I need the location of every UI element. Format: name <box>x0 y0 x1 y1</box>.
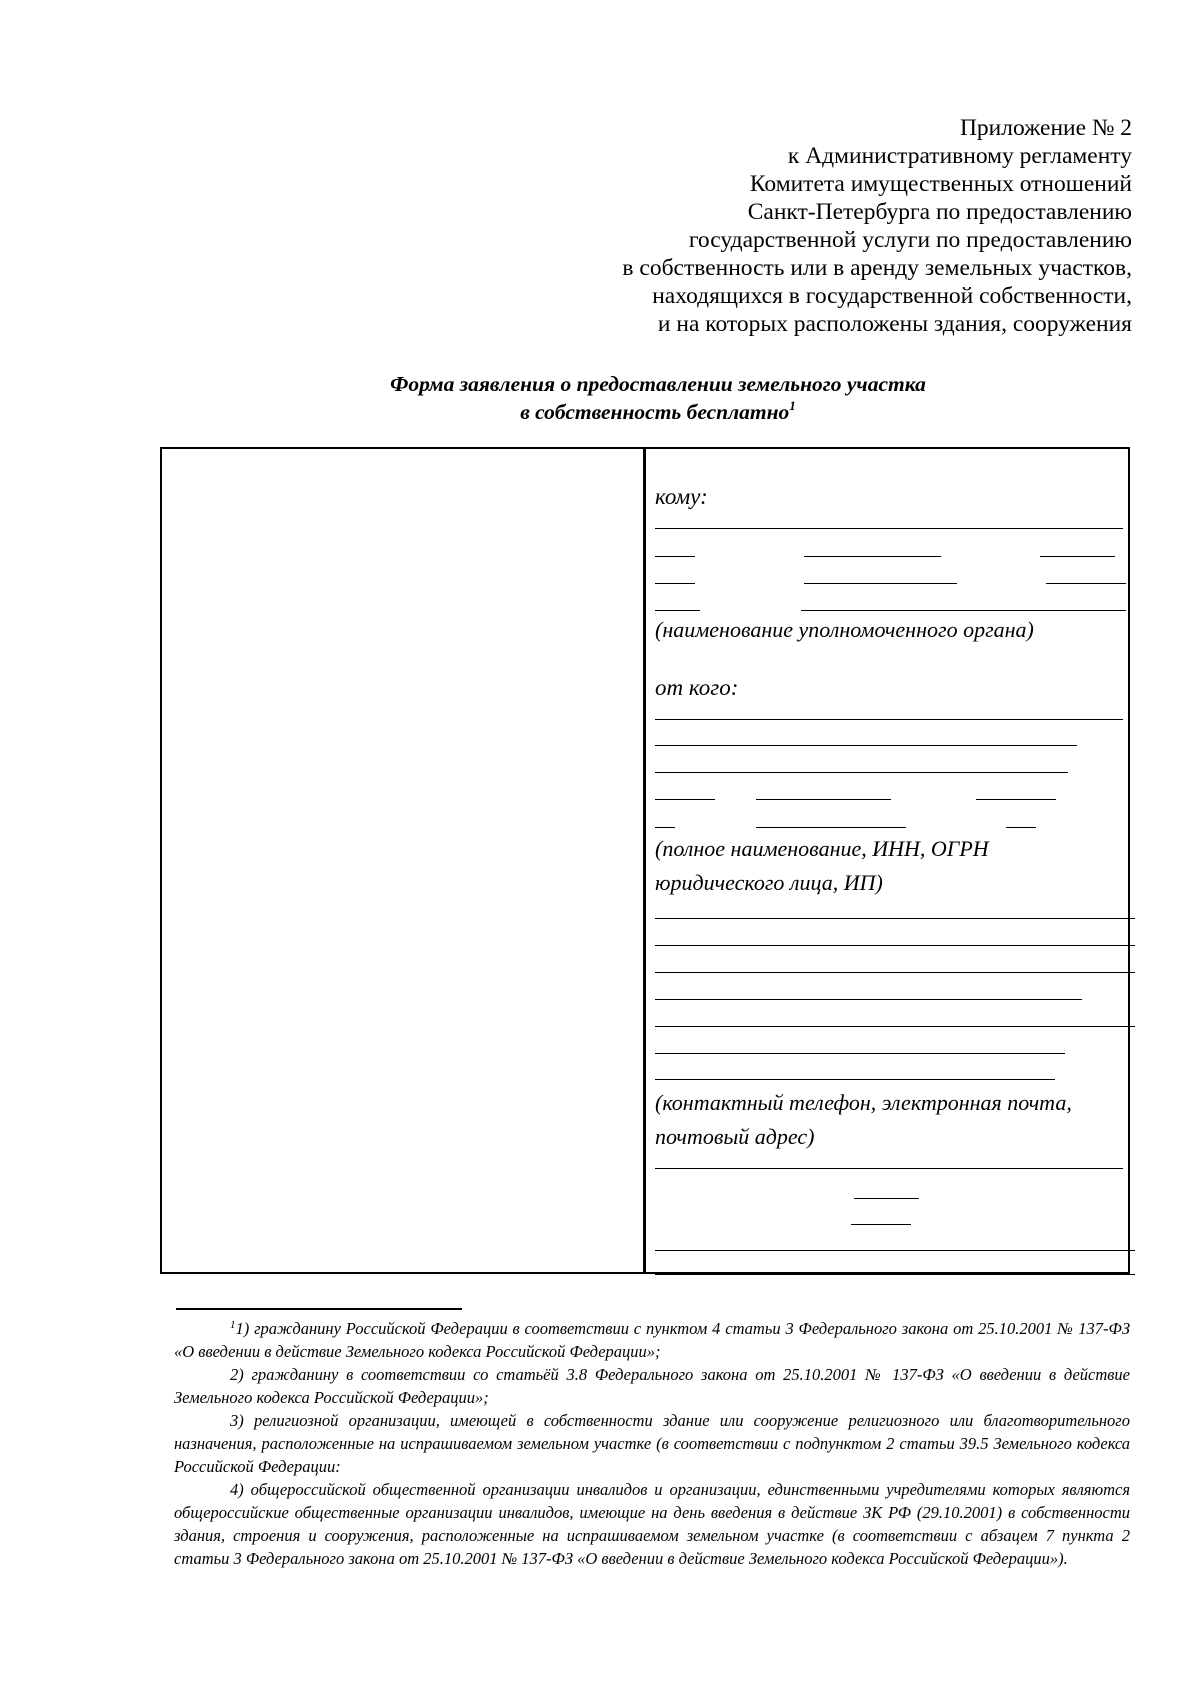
applicant-caption-line-2: юридического лица, ИП) <box>655 870 883 895</box>
fill-line <box>655 610 700 611</box>
header-line: к Административному регламенту <box>787 143 1132 169</box>
fill-line <box>1046 583 1126 584</box>
header-line: и на которых расположены здания, сооружения <box>657 311 1132 337</box>
application-form-box <box>160 447 1130 1274</box>
form-title-line-2-text: в собственность бесплатно <box>520 400 790 424</box>
to-label: кому: <box>655 484 708 509</box>
footnote-item <box>174 1317 1130 1363</box>
header-line: в собственность или в аренду земельных участков, <box>622 255 1132 281</box>
header-line: Приложение № 2 <box>959 115 1132 141</box>
fill-line <box>655 1250 1135 1251</box>
fill-line <box>655 1053 1065 1054</box>
fill-line <box>655 1168 1123 1169</box>
fill-line <box>655 827 675 828</box>
footnote-item: 2) гражданину в соответствии со статьёй 3.8 Федерального закона от 25.10.2001 № 137-ФЗ «О введении в действие Земельного кодекса Российской Федерации»; <box>174 1365 1130 1407</box>
fill-line <box>655 799 715 800</box>
fill-line <box>804 583 957 584</box>
header-line: Санкт-Петербурга по предоставлению <box>747 199 1132 225</box>
appendix-header <box>622 114 1132 338</box>
fill-line <box>801 610 1126 611</box>
fill-line <box>1006 827 1036 828</box>
form-right-cell <box>646 449 1128 1272</box>
fill-line <box>854 1198 919 1199</box>
header-line: государственной услуги по предоставлению <box>688 227 1132 253</box>
footnote-item: 3) религиозной организации, имеющей в собственности здание или сооружение религиозного или благотворительного назначения, расположенные на испрашиваемом земельном участке (в соответствии с подпунктом 2 статьи 39.5 Земельного кодекса Российской Федерации: <box>174 1411 1130 1476</box>
form-title-line-2 <box>0 398 1200 426</box>
contacts-caption-line-1: (контактный телефон, электронная почта, <box>655 1090 1072 1115</box>
fill-line <box>655 745 1077 746</box>
fill-line <box>756 799 891 800</box>
footnote-separator <box>176 1308 462 1310</box>
form-left-cell <box>162 449 646 1272</box>
fill-line <box>655 972 1135 973</box>
fill-line <box>851 1224 911 1225</box>
footnote-reference: 1 <box>789 398 796 413</box>
footnote-item-text: 1) гражданину Российской Федерации в соответствии с пунктом 4 статьи 3 Федерального закона от 25.10.2001 № 137-ФЗ «О введении в действие Земельного кодекса Российской Федерации»; <box>174 1319 1130 1361</box>
header-line: находящихся в государственной собственности, <box>652 283 1132 309</box>
header-line: Комитета имущественных отношений <box>749 171 1132 197</box>
fill-line <box>804 556 941 557</box>
authority-caption: (наименование уполномоченного органа) <box>655 617 1034 642</box>
footnote-mark: 1 <box>230 1319 236 1331</box>
fill-line <box>655 556 695 557</box>
fill-line <box>655 1026 1135 1027</box>
fill-line <box>655 1274 1135 1275</box>
fill-line <box>655 583 695 584</box>
fill-line <box>756 827 906 828</box>
fill-line <box>655 945 1135 946</box>
fill-line <box>655 719 1123 720</box>
footnote-item: 4) общероссийской общественной организации инвалидов и организации, единственными учредителями которых являются общероссийские общественные организации инвалидов, имеющие на день введения в действие ЗК РФ (29.10.2001) в собственности здания, строения и сооружения, расположенные на испрашиваемом земельном участке (в соответствии с абзацем 7 пункта 2 статьи 3 Федерального закона от 25.10.2001 № 137-ФЗ «О введении в действие Земельного кодекса Российской Федерации»). <box>174 1480 1130 1568</box>
fill-line <box>1040 556 1115 557</box>
footnotes <box>174 1317 1130 1570</box>
form-title <box>0 370 1200 426</box>
fill-line <box>655 528 1123 529</box>
contacts-caption-line-2: почтовый адрес) <box>655 1124 815 1149</box>
applicant-caption-line-1: (полное наименование, ИНН, ОГРН <box>655 836 989 861</box>
form-title-line-1: Форма заявления о предоставлении земельного участка <box>390 372 926 396</box>
fill-line <box>655 772 1068 773</box>
fill-line <box>655 918 1135 919</box>
fill-line <box>655 1079 1055 1080</box>
fill-line <box>976 799 1056 800</box>
fill-line <box>655 999 1082 1000</box>
from-label: от кого: <box>655 675 739 700</box>
